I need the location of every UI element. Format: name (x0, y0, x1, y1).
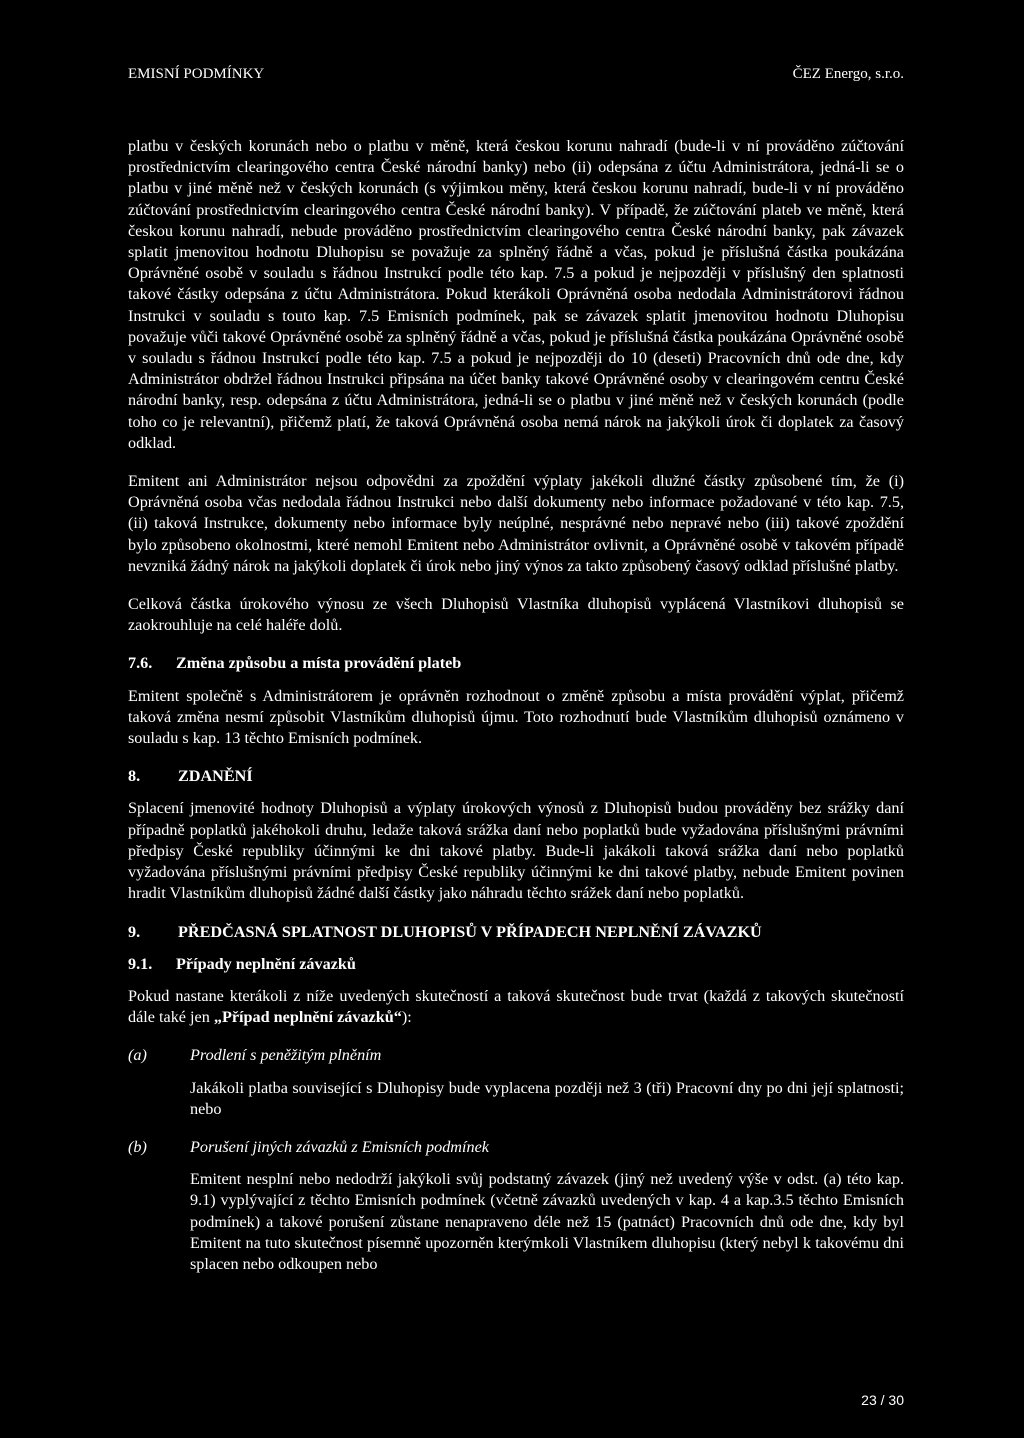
paragraph-default-events-intro (128, 986, 904, 1028)
header-document-title: EMISNÍ PODMÍNKY (128, 66, 265, 82)
section-heading-8 (128, 766, 904, 787)
section-number: 9. (128, 922, 141, 941)
item-letter: (a) (128, 1046, 147, 1065)
item-title: Porušení jiných závazků z Emisních podmínek (190, 1137, 489, 1156)
section-title: Změna způsobu a místa provádění plateb (176, 654, 462, 673)
paragraph-liability-delay: Emitent ani Administrátor nejsou odpovědni za zpoždění výplaty jakékoli dlužné částky způsobené tím, že (i) Oprávněná osoba včas nedodala řádnou Instrukci nebo další dokumenty nebo informace požadované v této kap. 7.5, (ii) taková Instrukce, dokumenty nebo informace byly neúplné, nesprávné nebo nepravé nebo (iii) takové zpoždění bylo způsobeno okolnostmi, které nemohl Emitent nebo Administrátor ovlivnit, a Oprávněné osobě v takovém případě nevzniká žádný nárok na jakýkoli doplatek či úrok nebo jiný výnos za takto způsobený časový odklad příslušné platby. (128, 472, 904, 575)
paragraph-taxation: Splacení jmenovité hodnoty Dluhopisů a výplaty úrokových výnosů z Dluhopisů budou prováděny bez srážky daní případně poplatků jakéhokoli druhu, ledaže taková srážka daní nebo poplatků bude vyžadována příslušnými právními předpisy České republiky účinnými ke dni takové platby. Bude-li jakákoli taková srážka daní nebo poplatků vyžadována příslušnými právními předpisy České republiky účinnými ke dni takové platby, nebude Emitent povinen hradit Vlastníkům dluhopisů žádné další částky jako náhradu těchto srážek daní nebo poplatků. (128, 799, 904, 903)
section-title: Případy neplnění závazků (176, 954, 356, 973)
page-content (128, 136, 904, 1292)
item-title: Prodlení s peněžitým plněním (190, 1046, 382, 1065)
section-heading-7-6 (128, 653, 904, 674)
section-heading-9 (128, 922, 904, 943)
paragraph-payment-method-change: Emitent společně s Administrátorem je oprávněn rozhodnout o změně způsobu a místa provádění výplat, přičemž taková změna nesmí způsobit Vlastníkům dluhopisů újmu. Toto rozhodnutí bude Vlastníkům dluhopisů oznámeno v souladu s kap. 13 těchto Emisních podmínek. (128, 686, 904, 748)
section-title: ZDANĚNÍ (178, 767, 253, 786)
section-number: 7.6. (128, 654, 153, 673)
list-item-b (128, 1137, 904, 1158)
paragraph-payment-settlement: platbu v českých korunách nebo o platbu v měně, která českou korunu nahradí (bude-li v ní prováděno zúčtování prostřednictvím clearingového centra České národní banky) nebo (ii) odepsána z účtu Administrátora, jedná-li se o platbu v jiné měně než v českých korunách (s výjimkou měny, která českou korunu nahradí, bude-li v ní prováděno zúčtování prostřednictvím clearingového centra České národní banky). V případě, že zúčtování plateb ve měně, která českou korunu nahradí, nebude prováděno prostřednictvím clearingového centra České národní banky, pak závazek splatit jmenovitou hodnotu Dluhopisu se považuje za splněný řádně a včas, pokud je příslušná částka poukázána Oprávněné osobě v souladu s řádnou Instrukcí podle této kap. 7.5 a pokud je nejpozději v příslušný den splatnosti takové částky odepsána z účtu Administrátora. Pokud kterákoli Oprávněná osoba nedodala Administrátorovi řádnou Instrukci v souladu s touto kap. 7.5 Emisních podmínek, pak se závazek splatit jmenovitou hodnotu Dluhopisu považuje vůči takové Oprávněné osobě za splněný řádně a včas, pokud je příslušná částka poukázána Oprávněné osobě v souladu s řádnou Instrukcí podle této kap. 7.5 a pokud je nejpozději do 10 (deseti) Pracovních dnů ode dne, kdy Administrátor obdržel řádnou Instrukci připsána na účet banky takové Oprávněné osoby v clearingovém centru České národní banky, resp. odepsána z účtu Administrátora, jedná-li se o platbu v jiné měně než v českých korunách (podle toho co je relevantní), přičemž platí, že taková Oprávněná osoba nemá nárok na jakýkoli úrok či doplatek za časový odklad. (128, 137, 904, 452)
list-item-a (128, 1045, 904, 1066)
page-header (128, 66, 904, 83)
section-title: PŘEDČASNÁ SPLATNOST DLUHOPISŮ V PŘÍPADECH NEPLNĚNÍ ZÁVAZKŮ (178, 922, 762, 941)
item-letter: (b) (128, 1137, 147, 1156)
section-number: 8. (128, 767, 141, 786)
section-number: 9.1. (128, 954, 153, 973)
paragraph-interest-rounding: Celková částka úrokového výnosu ze všech Dluhopisů Vlastníka dluhopisů vyplácená Vlastníkovi dluhopisů se zaokrouhluje na celé haléře dolů. (128, 595, 904, 635)
section-heading-9-1 (128, 954, 904, 975)
item-body-b: Emitent nesplní nebo nedodrží jakýkoli svůj podstatný závazek (jiný než uvedený výše v odst. (a) této kap. 9.1) vyplývající z těchto Emisních podmínek (včetně závazků uvedených v kap. 4 a kap.3.5 těchto Emisních podmínek) a takové porušení zůstane nenapraveno déle než 15 (patnáct) Pracovních dnů ode dne, kdy byl Emitent na tuto skutečnost písemně upozorněn kterýmkoli Vlastníkem dluhopisu (který nebyl k takovému dni splacen nebo odkoupen nebo (190, 1170, 904, 1273)
intro-text: Pokud nastane kterákoli z níže uvedených skutečností a taková skutečnost bude trvat (každá z takových skutečností dále také jen (128, 986, 904, 1027)
defined-term: „Případ neplnění závazků“ (213, 1008, 402, 1027)
header-issuer-name: ČEZ Energo, s.r.o. (792, 66, 904, 82)
intro-text-end: ): (401, 1008, 412, 1027)
page-number: 23 / 30 (861, 1392, 904, 1408)
item-body-a: Jakákoli platba související s Dluhopisy bude vyplacena později než 3 (tři) Pracovní dny po dni její splatnosti; nebo (190, 1078, 904, 1118)
